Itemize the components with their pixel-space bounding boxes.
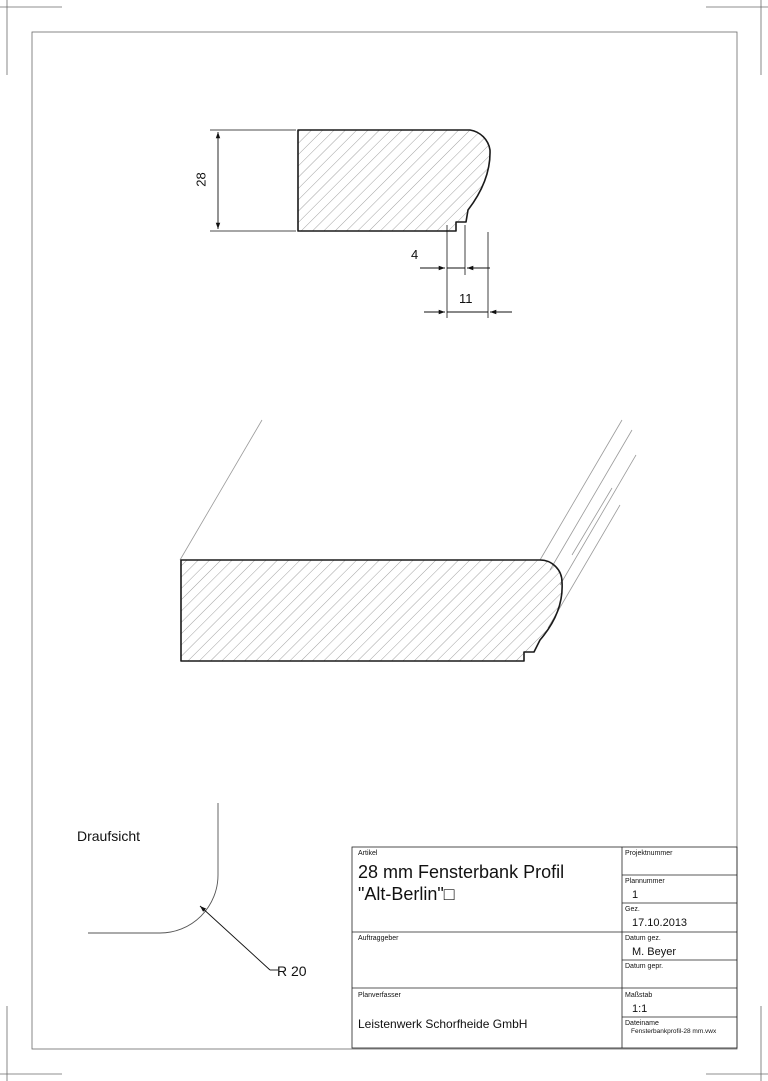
perspective-edge — [550, 430, 632, 570]
datum-gez-label: Datum gez. — [625, 935, 661, 942]
perspective-edge — [540, 420, 622, 560]
perspective-edge — [180, 420, 262, 560]
dateiname-value: Fensterbankprofil-28 mm.vwx — [631, 1028, 717, 1035]
planverfasser-label: Planverfasser — [358, 992, 401, 999]
gez-value: 17.10.2013 — [632, 917, 688, 929]
artikel-title-line2: "Alt-Berlin"□ — [358, 884, 455, 904]
radius-leader — [200, 906, 270, 970]
projektnummer-label: Projektnummer — [625, 850, 673, 857]
massstab-value: 1:1 — [632, 1003, 648, 1015]
corner-radius-outline — [88, 803, 218, 933]
planverfasser-value: Leistenwerk Schorfheide GmbH — [358, 1017, 528, 1031]
dateiname-label: Dateiname — [625, 1020, 659, 1027]
gez-label: Gez. — [625, 906, 640, 913]
profile-cross-section — [298, 130, 490, 231]
profile-perspective-section — [181, 560, 562, 661]
plannummer-label: Plannummer — [625, 878, 665, 885]
radius-label: R 20 — [277, 963, 307, 979]
plan-view-title: Draufsicht — [77, 828, 141, 844]
dim-label-nose: 11 — [459, 291, 473, 306]
dim-label-height: 28 — [193, 172, 209, 187]
datum-gepr-label: Datum gepr. — [625, 963, 664, 970]
datum-gez-value: M. Beyer — [632, 946, 677, 958]
section-profile — [210, 130, 512, 318]
plannummer-value: 1 — [632, 889, 639, 901]
massstab-label: Maßstab — [625, 992, 653, 999]
dim-label-step: 4 — [411, 247, 419, 262]
artikel-title-line1: 28 mm Fensterbank Profil — [358, 862, 565, 882]
perspective-edge — [560, 455, 636, 585]
auftraggeber-label: Auftraggeber — [358, 935, 399, 942]
perspective-view — [180, 420, 636, 661]
artikel-label: Artikel — [358, 850, 378, 857]
